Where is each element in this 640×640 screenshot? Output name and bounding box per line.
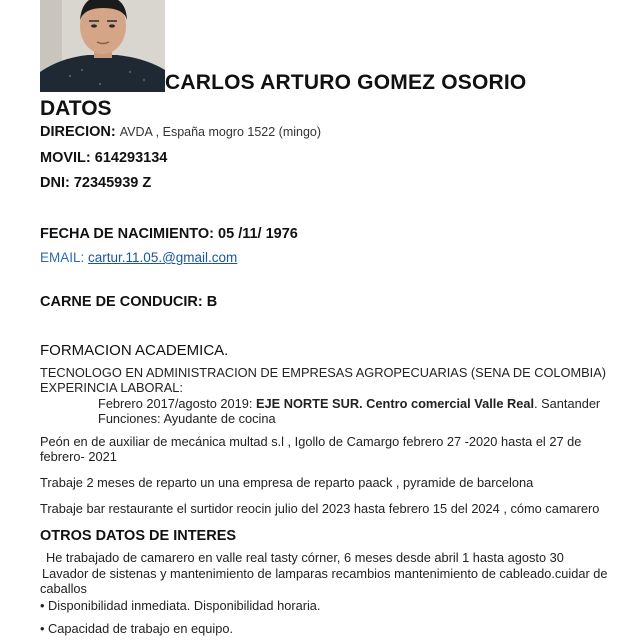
mobile-value: 614293134 [94,150,168,166]
otros-bullet-2: • Capacidad de trabajo en equipo. [40,621,234,636]
address-label: DIRECION: [40,124,116,140]
otros-line-1: He trabajado de camarero en valle real tasty córner, 6 meses desde abril 1 hasta agosto 30 [46,550,564,565]
email-label: EMAIL: [40,250,85,265]
education-tecnologo: TECNOLOGO EN ADMINISTRACION DE EMPRESAS AGROPECUARIAS (SENA DE COLOMBIA) [40,365,607,380]
license-value: B [206,294,218,310]
email-row [40,250,237,265]
job-1-company: EJE NORTE SUR. Centro comercial Valle Real [255,396,535,411]
birthdate-label: FECHA DE NACIMIENTO: [40,226,214,242]
profile-photo [40,0,165,92]
section-title-datos: DATOS [40,97,112,120]
section-title-formacion: FORMACION ACADEMICA. [40,342,229,359]
license-row [40,294,217,310]
job-3: Trabaje 2 meses de reparto un una empresa de reparto paack , pyramide de barcelona [40,475,534,490]
email-link[interactable]: cartur.11.05.@gmail.com [88,250,238,265]
otros-line-3: caballos [40,581,87,596]
license-label: CARNE DE CONDUCIR: [40,294,203,310]
job-2-line-2: febrero- 2021 [40,449,117,464]
address-value: AVDA , España mogro 1522 (mingo) [119,125,322,139]
section-title-otros: OTROS DATOS DE INTERES [40,528,237,544]
job-1-period: Febrero 2017/agosto 2019: [98,396,256,411]
dni-value: 72345939 Z [73,175,152,191]
section-title-experiencia: EXPERINCIA LABORAL: [40,380,183,395]
birthdate-value: 05 /11/ 1976 [218,226,298,242]
otros-bullet-1: • Disponibilidad inmediata. Disponibilidad horaria. [40,598,321,613]
person-photo-icon [40,0,165,92]
mobile-row [40,150,167,166]
dni-label: DNI: [40,175,70,191]
job-1-functions: Funciones: Ayudante de cocina [98,411,276,426]
job-2-line-1: Peón en de auxiliar de mecánica multad s.l , Igollo de Camargo febrero 27 -2020 hasta el 27 de [40,434,582,449]
mobile-label: MOVIL: [40,150,91,166]
job-4: Trabaje bar restaurante el surtidor reocin julio del 2023 hasta febrero 15 del 2024 , cómo camarero [40,501,600,516]
candidate-name: CARLOS ARTURO GOMEZ OSORIO [165,71,527,94]
job-1-line [98,396,600,411]
address-row [40,124,321,140]
birthdate-row [40,226,298,242]
dni-row [40,175,151,191]
job-1-place: . Santander [534,396,601,411]
otros-line-2: Lavador de sistenas y mantenimiento de lamparas recambios mantenimiento de cableado.cuidar de [42,566,608,581]
